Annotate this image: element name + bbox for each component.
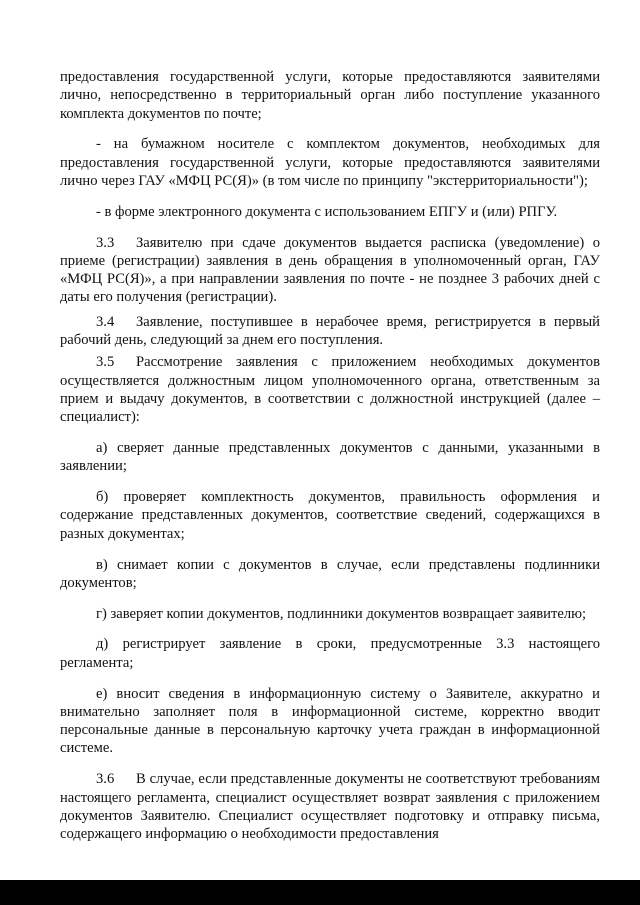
paragraph-text: Рассмотрение заявления с приложением необходимых документов осуществляется должностным лицом уполномоченного органа, ответственным за прием и выдачу документов, в соответствии с должностной инструкцией (далее – специалист): [60, 354, 600, 426]
list-item-a [60, 439, 600, 476]
paragraph-text: е) вносит сведения в информационную систему о Заявителе, аккуратно и внимательно заполняет поля в информационной системе, корректно вводит персональные данные в персональную карточку учета граждан в информационной системе. [60, 685, 600, 757]
paragraph-text: д) регистрирует заявление в сроки, предусмотренные 3.3 настоящего регламента; [60, 636, 600, 671]
paragraph-text: - на бумажном носителе с комплектом документов, необходимых для предоставления государственной услуги, которые предоставляются заявителями лично через ГАУ «МФЦ РС(Я)» (в том числе по принципу "экстерриториальности"); [60, 136, 600, 189]
paragraph-3-6 [60, 770, 600, 843]
paragraph-3-3 [60, 234, 600, 307]
scan-bottom-border [0, 880, 640, 905]
list-item-b [60, 488, 600, 543]
paragraph-paper-carrier [60, 135, 600, 190]
section-number: 3.5 [96, 354, 115, 371]
list-item-e [60, 685, 600, 758]
paragraph-text: В случае, если представленные документы не соответствуют требованиям настоящего регламента, специалист осуществляет возврат заявления с приложением документов Заявителю. Специалист осуществляет подготовку и отправку письма, содержащего информацию о необходимости предоставления [60, 771, 600, 843]
section-number: 3.3 [96, 234, 115, 251]
paragraph-text: Заявителю при сдаче документов выдается расписка (уведомление) о приеме (регистрации) заявления в день обращения в уполномоченный орган, ГАУ «МФЦ РС(Я)», а при направлении заявления по почте - не позднее 3 рабочих дней с даты его получения (регистрации). [60, 234, 600, 306]
paragraph-text: предоставления государственной услуги, которые предоставляются заявителями лично, непосредственно в территориальный орган либо поступление указанного комплекта документов по почте; [60, 69, 600, 122]
paragraph-3-5 [60, 353, 600, 426]
section-number: 3.4 [96, 313, 115, 330]
paragraph-text: - в форме электронного документа с использованием ЕПГУ и (или) РПГУ. [96, 203, 558, 220]
paragraph-text: б) проверяет комплектность документов, правильность оформления и содержание представленных документов, соответствие сведений, содержащихся в разных документах; [60, 489, 600, 542]
list-item-v [60, 556, 600, 593]
list-item-d [60, 635, 600, 672]
paragraph-text: в) снимает копии с документов в случае, если представлены подлинники документов; [60, 556, 600, 591]
list-item-g [60, 605, 600, 623]
paragraph-text: г) заверяет копии документов, подлинники документов возвращает заявителю; [96, 605, 587, 622]
paragraph-3-4 [60, 313, 600, 350]
document-body [60, 68, 600, 856]
paragraph-continuation [60, 68, 600, 123]
paragraph-electronic-form [60, 203, 600, 221]
paragraph-text: Заявление, поступившее в нерабочее время, регистрируется в первый рабочий день, следующий за днем его поступления. [60, 313, 600, 349]
paragraph-text: а) сверяет данные представленных документов с данными, указанными в заявлении; [60, 440, 600, 475]
section-number: 3.6 [96, 771, 115, 788]
